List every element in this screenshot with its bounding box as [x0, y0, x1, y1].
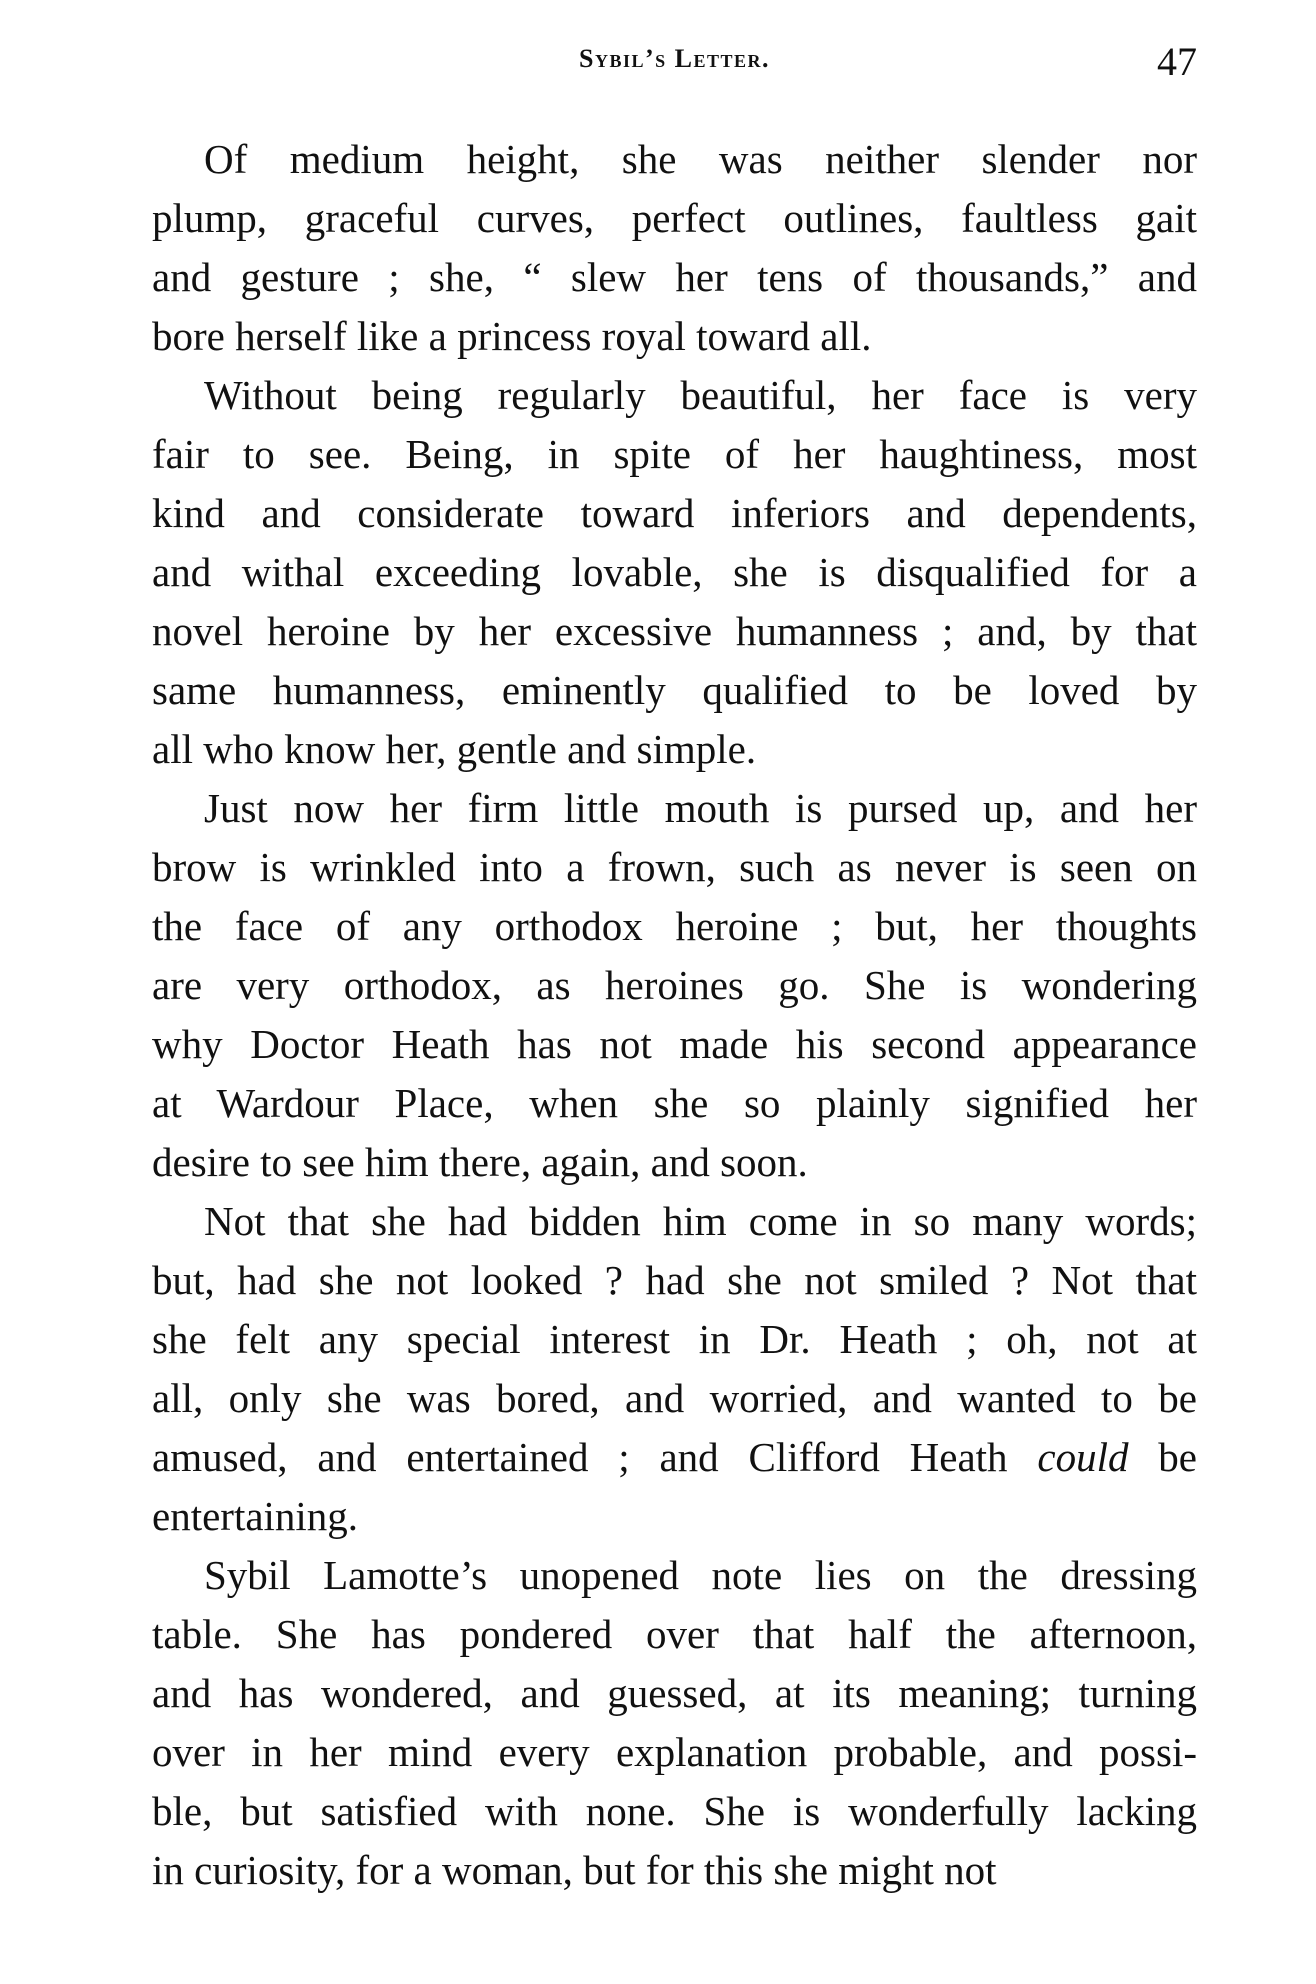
text-line — [152, 1664, 1197, 1723]
line-text: brow is wrinkled into a frown, such as never is seen on — [152, 844, 1197, 890]
line-text: Without being regularly beautiful, her face is very — [204, 372, 1197, 418]
line-text: desire to see him there, again, and soon. — [152, 1139, 808, 1185]
line-text: why Doctor Heath has not made his second appearance — [152, 1021, 1197, 1067]
text-line — [152, 720, 1197, 779]
emphasized-word: could — [1037, 1434, 1129, 1480]
page-number: 47 — [1157, 39, 1197, 84]
text-line — [152, 1605, 1197, 1664]
text-line — [152, 1310, 1197, 1369]
line-text: table. She has pondered over that half the afternoon, — [152, 1611, 1197, 1657]
line-text: fair to see. Being, in spite of her haughtiness, most — [152, 431, 1197, 477]
paragraph — [152, 130, 1197, 366]
line-text: bore herself like a princess royal toward all. — [152, 313, 872, 359]
text-line — [152, 130, 1197, 189]
page-header — [152, 38, 1197, 82]
line-text: Of medium height, she was neither slender nor — [204, 136, 1197, 182]
text-line — [152, 1841, 1197, 1900]
paragraph — [152, 366, 1197, 779]
text-line — [152, 484, 1197, 543]
line-text: all, only she was bored, and worried, and wanted to be — [152, 1375, 1197, 1421]
text-line — [152, 1487, 1197, 1546]
text-line — [152, 189, 1197, 248]
line-text: the face of any orthodox heroine ; but, her thoughts — [152, 903, 1197, 949]
text-line — [152, 779, 1197, 838]
line-text: over in her mind every explanation probable, and possi- — [152, 1729, 1197, 1775]
text-line — [152, 248, 1197, 307]
line-text: Sybil Lamotte’s unopened note lies on the dressing — [204, 1552, 1197, 1598]
running-title: Sybil’s Letter. — [578, 44, 770, 73]
text-line — [152, 543, 1197, 602]
line-text: are very orthodox, as heroines go. She is wondering — [152, 962, 1197, 1008]
line-text: and gesture ; she, “ slew her tens of thousands,” and — [152, 254, 1197, 300]
text-line — [152, 425, 1197, 484]
text-line — [152, 897, 1197, 956]
line-text: amused, and entertained ; and Clifford Heath — [152, 1434, 1038, 1480]
line-text: novel heroine by her excessive humanness ; and, by that — [152, 608, 1197, 654]
text-line — [152, 1015, 1197, 1074]
text-line — [152, 1428, 1197, 1487]
text-line — [152, 661, 1197, 720]
line-text: be — [1128, 1434, 1198, 1480]
text-line — [152, 1369, 1197, 1428]
text-line — [152, 366, 1197, 425]
text-line — [152, 1251, 1197, 1310]
line-text: and withal exceeding lovable, she is disqualified for a — [152, 549, 1197, 595]
paragraph — [152, 1192, 1197, 1546]
line-text: ble, but satisfied with none. She is wonderfully lacking — [152, 1788, 1197, 1834]
text-line — [152, 602, 1197, 661]
text-line — [152, 1782, 1197, 1841]
text-line — [152, 1133, 1197, 1192]
line-text: same humanness, eminently qualified to be loved by — [152, 667, 1197, 713]
text-line — [152, 838, 1197, 897]
line-text: plump, graceful curves, perfect outlines, faultless gait — [152, 195, 1197, 241]
line-text: in curiosity, for a woman, but for this she might not — [152, 1847, 997, 1893]
text-line — [152, 956, 1197, 1015]
line-text: kind and considerate toward inferiors and dependents, — [152, 490, 1197, 536]
text-line — [152, 1074, 1197, 1133]
text-line — [152, 1546, 1197, 1605]
body-text — [152, 130, 1197, 1900]
paragraph — [152, 779, 1197, 1192]
line-text: Not that she had bidden him come in so many words; — [204, 1198, 1197, 1244]
line-text: entertaining. — [152, 1493, 359, 1539]
text-line — [152, 307, 1197, 366]
text-line — [152, 1192, 1197, 1251]
line-text: at Wardour Place, when she so plainly signified her — [152, 1080, 1197, 1126]
line-text: she felt any special interest in Dr. Heath ; oh, not at — [152, 1316, 1197, 1362]
paragraph — [152, 1546, 1197, 1900]
line-text: all who know her, gentle and simple. — [152, 726, 757, 772]
line-text: Just now her firm little mouth is pursed up, and her — [204, 785, 1197, 831]
text-line — [152, 1723, 1197, 1782]
line-text: but, had she not looked ? had she not smiled ? Not that — [152, 1257, 1197, 1303]
line-text: and has wondered, and guessed, at its meaning; turning — [152, 1670, 1197, 1716]
